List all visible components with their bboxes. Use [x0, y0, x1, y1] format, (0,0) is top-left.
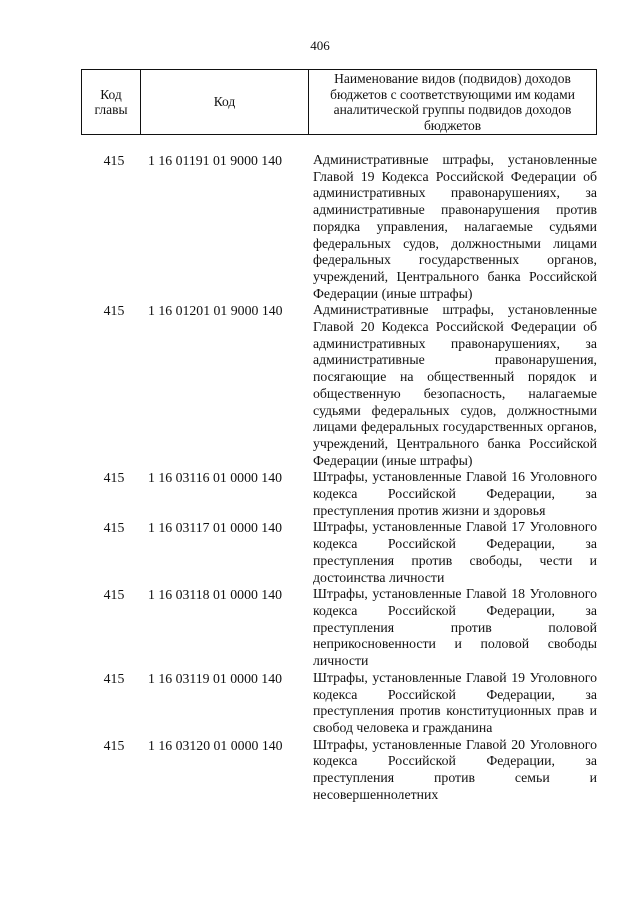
table-row [81, 586, 597, 670]
table-header [81, 69, 597, 135]
chapter-code: 415 [103, 520, 125, 536]
revenue-name: Штрафы, установленные Главой 17 Уголовного кодекса Российской Федерации, за преступления против свободы, чести и достоинства личности [313, 519, 597, 585]
header-code-chapter: Код главы [82, 70, 141, 135]
revenue-code: 1 16 01191 01 9000 140 [148, 153, 283, 168]
chapter-code: 415 [103, 670, 125, 686]
table-row [81, 670, 597, 737]
chapter-code: 415 [103, 303, 125, 319]
revenue-code: 1 16 03118 01 0000 140 [148, 587, 283, 603]
revenue-name: Административные штрафы, установленные Главой 19 Кодекса Российской Федерации об административных правонарушениях, за административные правонарушения против порядка управления, налагаемые судьями федеральных судов, должностными лицами федеральных государственных органов, учреждений, Центрального банка Российской Федерации (иные штрафы) [313, 152, 597, 301]
revenue-code: 1 16 03119 01 0000 140 [148, 670, 283, 686]
chapter-code: 415 [103, 470, 125, 486]
header-name: Наименование видов (подвидов) доходов бюджетов с соответствующими им кодами аналитической группы подвидов доходов бюджетов [309, 70, 597, 135]
table-row [81, 737, 597, 804]
table-row [81, 519, 597, 586]
revenue-name: Штрафы, установленные Главой 16 Уголовного кодекса Российской Федерации, за преступления против жизни и здоровья [313, 469, 597, 518]
table-row [81, 469, 597, 519]
revenue-name: Штрафы, установленные Главой 19 Уголовного кодекса Российской Федерации, за преступления против конституционных прав и свобод человека и гражданина [313, 669, 597, 735]
revenue-code: 1 16 01201 01 9000 140 [148, 303, 283, 319]
page-number: 406 [310, 38, 330, 53]
header-code: Код [141, 70, 309, 135]
revenue-code: 1 16 03117 01 0000 140 [148, 520, 283, 536]
revenue-code: 1 16 03116 01 0000 140 [148, 470, 283, 486]
revenue-code: 1 16 03120 01 0000 140 [148, 737, 283, 753]
revenue-name: Штрафы, установленные Главой 20 Уголовного кодекса Российской Федерации, за преступления против семьи и несовершеннолетних [313, 736, 597, 802]
chapter-code: 415 [103, 587, 125, 603]
table-row [81, 152, 597, 302]
table-row [81, 302, 597, 469]
revenue-codes-table [81, 152, 597, 803]
revenue-name: Штрафы, установленные Главой 18 Уголовного кодекса Российской Федерации, за преступления против половой неприкосновенности и половой свободы личности [313, 586, 597, 669]
revenue-name: Административные штрафы, установленные Главой 20 Кодекса Российской Федерации об административных правонарушениях, за административные правонарушения, посягающие на общественный порядок и общественную безопасность, налагаемые судьями федеральных судов, должностными лицами федеральных государственных органов, учреждений, Центрального банка Российской Федерации (иные штрафы) [313, 302, 597, 468]
chapter-code: 415 [103, 153, 125, 168]
chapter-code: 415 [103, 737, 125, 753]
